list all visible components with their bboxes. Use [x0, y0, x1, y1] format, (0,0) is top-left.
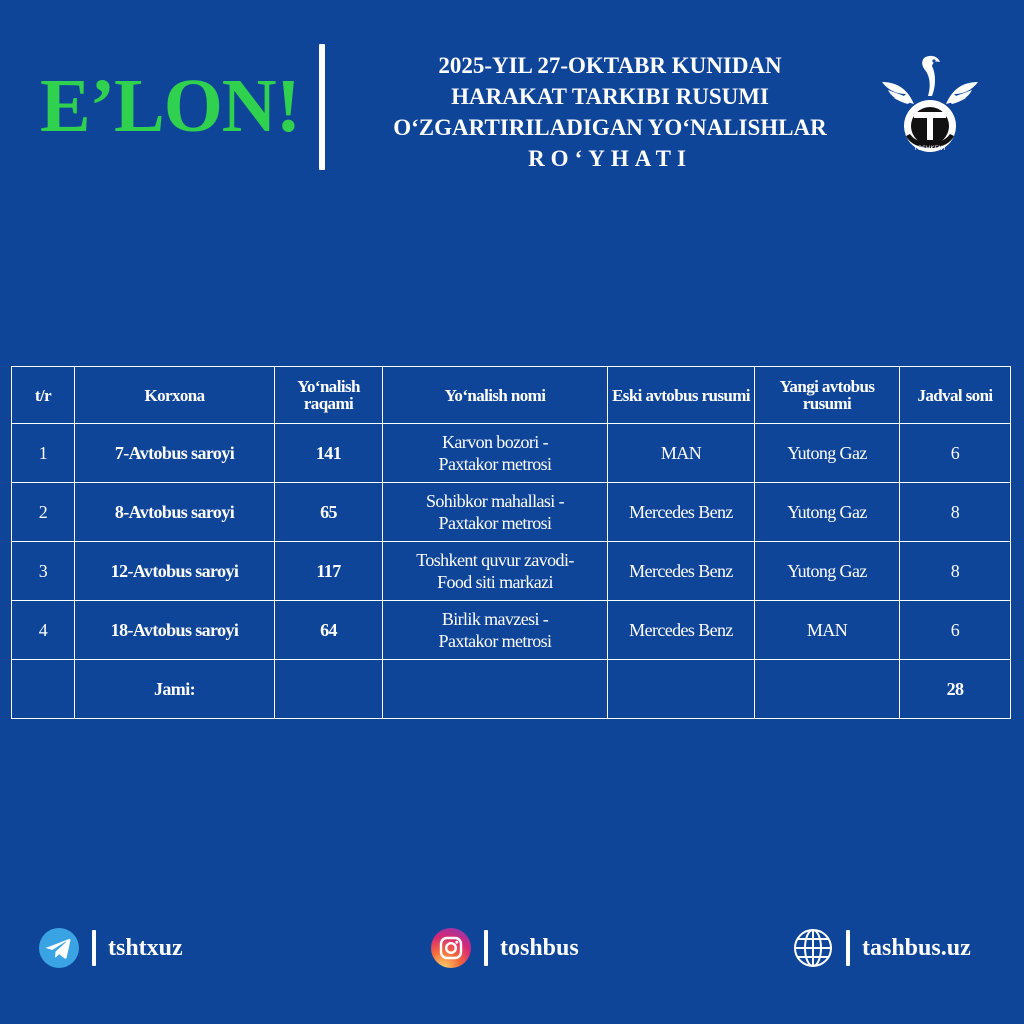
cell-old-bus: Mercedes Benz [608, 542, 755, 601]
cell-schedule-count: 6 [900, 424, 1011, 483]
route-name-line-2: Paxtakor metrosi [438, 454, 552, 474]
cell-old-bus: MAN [608, 424, 755, 483]
total-row [12, 660, 1011, 719]
cell-korxona: 7-Avtobus saroyi [75, 424, 275, 483]
cell-korxona: 18-Avtobus saroyi [75, 601, 275, 660]
globe-icon [792, 927, 834, 969]
cell-schedule-count: 8 [900, 542, 1011, 601]
col-header-schedule-count: Jadval soni [900, 367, 1011, 424]
table-row [12, 542, 1011, 601]
col-header-new-bus: Yangi avtobus rusumi [755, 367, 900, 424]
table-header-row [12, 367, 1011, 424]
cell-empty [383, 660, 608, 719]
cell-route-number: 141 [275, 424, 383, 483]
cell-new-bus: Yutong Gaz [755, 424, 900, 483]
announcement-heading [330, 50, 890, 174]
footer-divider [92, 930, 96, 966]
cell-empty [12, 660, 75, 719]
cell-route-number: 64 [275, 601, 383, 660]
cell-korxona: 12-Avtobus saroyi [75, 542, 275, 601]
footer-instagram[interactable] [430, 926, 579, 970]
table-row [12, 601, 1011, 660]
cell-empty [275, 660, 383, 719]
instagram-handle[interactable]: toshbus [500, 934, 579, 961]
cell-route-name [383, 424, 608, 483]
toshkent-transport-logo [878, 52, 982, 164]
col-header-korxona: Korxona [75, 367, 275, 424]
footer-telegram[interactable] [38, 926, 183, 970]
cell-route-number: 117 [275, 542, 383, 601]
cell-korxona: 8-Avtobus saroyi [75, 483, 275, 542]
cell-empty [608, 660, 755, 719]
heading-line-4: RO‘YHATI [528, 146, 692, 171]
route-name-line-2: Paxtakor metrosi [438, 513, 552, 533]
logo-caption: TOSHKENT [913, 145, 947, 152]
col-header-old-bus: Eski avtobus rusumi [608, 367, 755, 424]
cell-tr: 3 [12, 542, 75, 601]
cell-schedule-count: 8 [900, 483, 1011, 542]
header-divider [319, 44, 325, 170]
route-name-line-1: Sohibkor mahallasi - [426, 491, 564, 511]
routes-table [11, 366, 1011, 719]
col-header-route-number: Yo‘nalish raqami [275, 367, 383, 424]
cell-schedule-count: 6 [900, 601, 1011, 660]
route-name-line-2: Food siti markazi [437, 572, 553, 592]
cell-route-name [383, 542, 608, 601]
cell-empty [755, 660, 900, 719]
cell-route-number: 65 [275, 483, 383, 542]
col-header-route-name: Yo‘nalish nomi [383, 367, 608, 424]
heading-line-1: 2025-YIL 27-OKTABR KUNIDAN [438, 53, 782, 78]
cell-new-bus: Yutong Gaz [755, 483, 900, 542]
cell-new-bus: Yutong Gaz [755, 542, 900, 601]
cell-route-name [383, 483, 608, 542]
heading-line-2: HARAKAT TARKIBI RUSUMI [451, 84, 769, 109]
telegram-handle[interactable]: tshtxuz [108, 934, 183, 961]
route-name-line-1: Toshkent quvur zavodi- [416, 550, 574, 570]
route-name-line-1: Karvon bozori - [442, 432, 548, 452]
footer-divider [846, 930, 850, 966]
route-name-line-2: Paxtakor metrosi [438, 631, 552, 651]
elon-title: E’LON! [40, 64, 300, 148]
footer-divider [484, 930, 488, 966]
telegram-icon [38, 927, 80, 969]
route-name-line-1: Birlik mavzesi - [441, 609, 549, 629]
table-row [12, 483, 1011, 542]
heading-line-3: O‘ZGARTIRILADIGAN YO‘NALISHLAR [393, 115, 827, 140]
cell-old-bus: Mercedes Benz [608, 483, 755, 542]
cell-route-name [383, 601, 608, 660]
cell-tr: 1 [12, 424, 75, 483]
total-value: 28 [900, 660, 1011, 719]
cell-tr: 2 [12, 483, 75, 542]
website-url[interactable]: tashbus.uz [862, 934, 971, 961]
cell-new-bus: MAN [755, 601, 900, 660]
footer-website[interactable] [792, 926, 971, 970]
cell-old-bus: Mercedes Benz [608, 601, 755, 660]
instagram-icon [430, 927, 472, 969]
total-label: Jami: [75, 660, 275, 719]
cell-tr: 4 [12, 601, 75, 660]
table-row [12, 424, 1011, 483]
col-header-tr: t/r [12, 367, 75, 424]
